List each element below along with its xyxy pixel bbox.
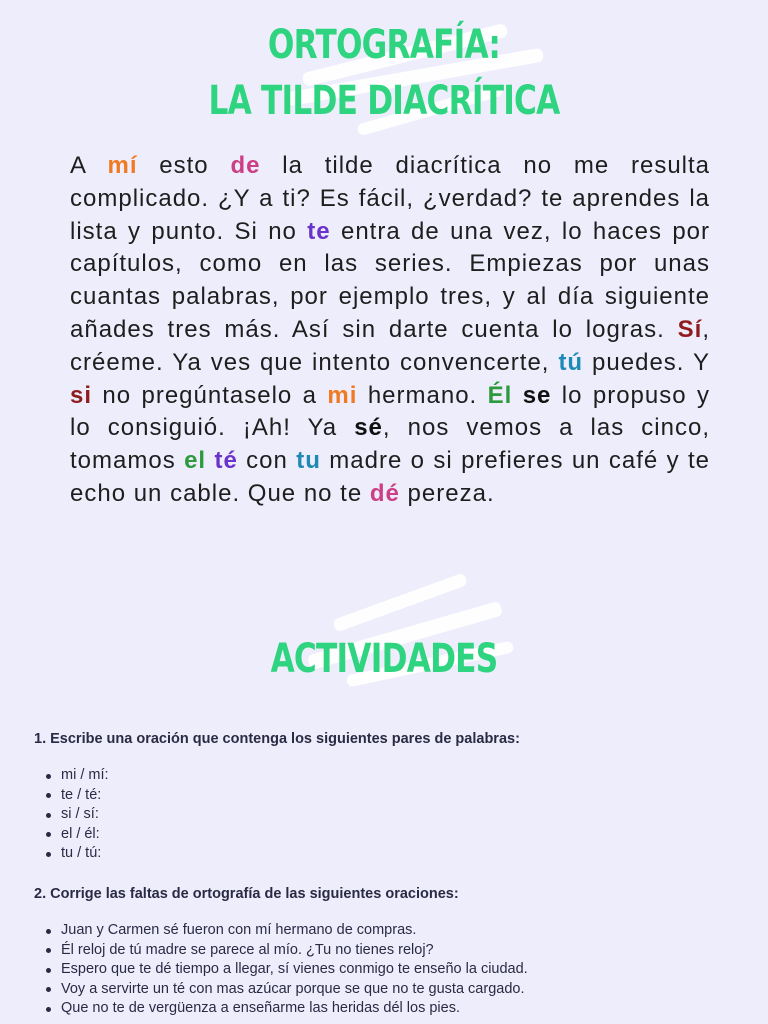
highlighted-word: dé <box>369 479 400 507</box>
list-item: si / sí: <box>34 805 734 825</box>
highlighted-word: si <box>70 381 93 409</box>
highlighted-word: se <box>522 381 552 409</box>
list-item: Él reloj de tú madre se parece al mío. ¿Tu no tienes reloj? <box>34 941 734 961</box>
page-title-line-2: LA TILDE DIACRÍTICA <box>208 78 560 124</box>
paragraph-text: esto <box>137 152 231 179</box>
activity-1-heading: 1. Escribe una oración que contenga los siguientes pares de palabras: <box>34 731 520 747</box>
paragraph-text: no pregúntaselo a <box>92 381 328 409</box>
paragraph-text <box>512 382 522 409</box>
paragraph-text: A <box>70 152 108 179</box>
activity-2-heading: 2. Corrige las faltas de ortografía de las siguientes oraciones: <box>34 886 459 902</box>
highlighted-word: de <box>230 152 261 179</box>
paragraph-text: entra de una vez, lo haces por capítulos, como en las series. Empiezas por unas cuantas palabras, por ejemplo tres, y al día siguiente añades tres más. Así sin darte cuenta lo logras. <box>70 217 711 343</box>
paragraph-text: , nos vemos a las cinco, tomamos <box>70 414 711 475</box>
activity-1-list <box>34 766 734 864</box>
highlighted-word: sé <box>354 414 383 442</box>
highlighted-word: te <box>307 217 331 245</box>
paragraph-text: la tilde diacrítica no me resulta complicado. ¿Y a ti? Es fácil, ¿verdad? te aprendes la lista y punto. Si no <box>70 152 711 245</box>
paragraph-text: puedes. Y <box>583 348 710 376</box>
intro-paragraph <box>70 150 710 511</box>
activity-2-list <box>34 921 734 1019</box>
activity-2 <box>34 886 734 1019</box>
paragraph-text: hermano. <box>357 381 488 409</box>
highlighted-word: mí <box>107 152 138 179</box>
list-item: Juan y Carmen sé fueron con mí hermano de compras. <box>34 921 734 941</box>
paragraph-text: con <box>237 447 297 475</box>
paragraph-text: lo propuso y lo consiguió. ¡Ah! Ya <box>70 381 710 442</box>
page-title-line-1: ORTOGRAFÍA: <box>267 22 501 68</box>
paragraph-text: pereza. <box>399 479 495 507</box>
activity-1 <box>34 731 734 864</box>
list-item: el / él: <box>34 825 734 845</box>
highlighted-word: tu <box>296 447 321 475</box>
highlighted-word: mi <box>327 381 358 409</box>
list-item: te / té: <box>34 786 734 806</box>
highlighted-word: tú <box>558 348 584 376</box>
paragraph-text: , créeme. Ya ves que intento convencerte, <box>70 315 710 376</box>
activities-title: ACTIVIDADES <box>270 636 498 682</box>
highlighted-word: té <box>214 447 238 475</box>
highlighted-word: el <box>184 447 207 475</box>
paragraph-text: madre o si prefieres un café y te echo un cable. Que no te <box>70 447 711 507</box>
list-item: mi / mí: <box>34 766 734 786</box>
list-item: Espero que te dé tiempo a llegar, sí vienes conmigo te enseño la ciudad. <box>34 960 734 980</box>
list-item: tu / tú: <box>34 844 734 864</box>
list-item: Voy a servirte un té con mas azúcar porque se que no te gusta cargado. <box>34 980 734 1000</box>
highlighted-word: Él <box>487 381 513 409</box>
highlighted-word: Sí <box>677 315 703 343</box>
list-item: Que no te de vergüenza a enseñarme las heridas dél los pies. <box>34 999 734 1019</box>
